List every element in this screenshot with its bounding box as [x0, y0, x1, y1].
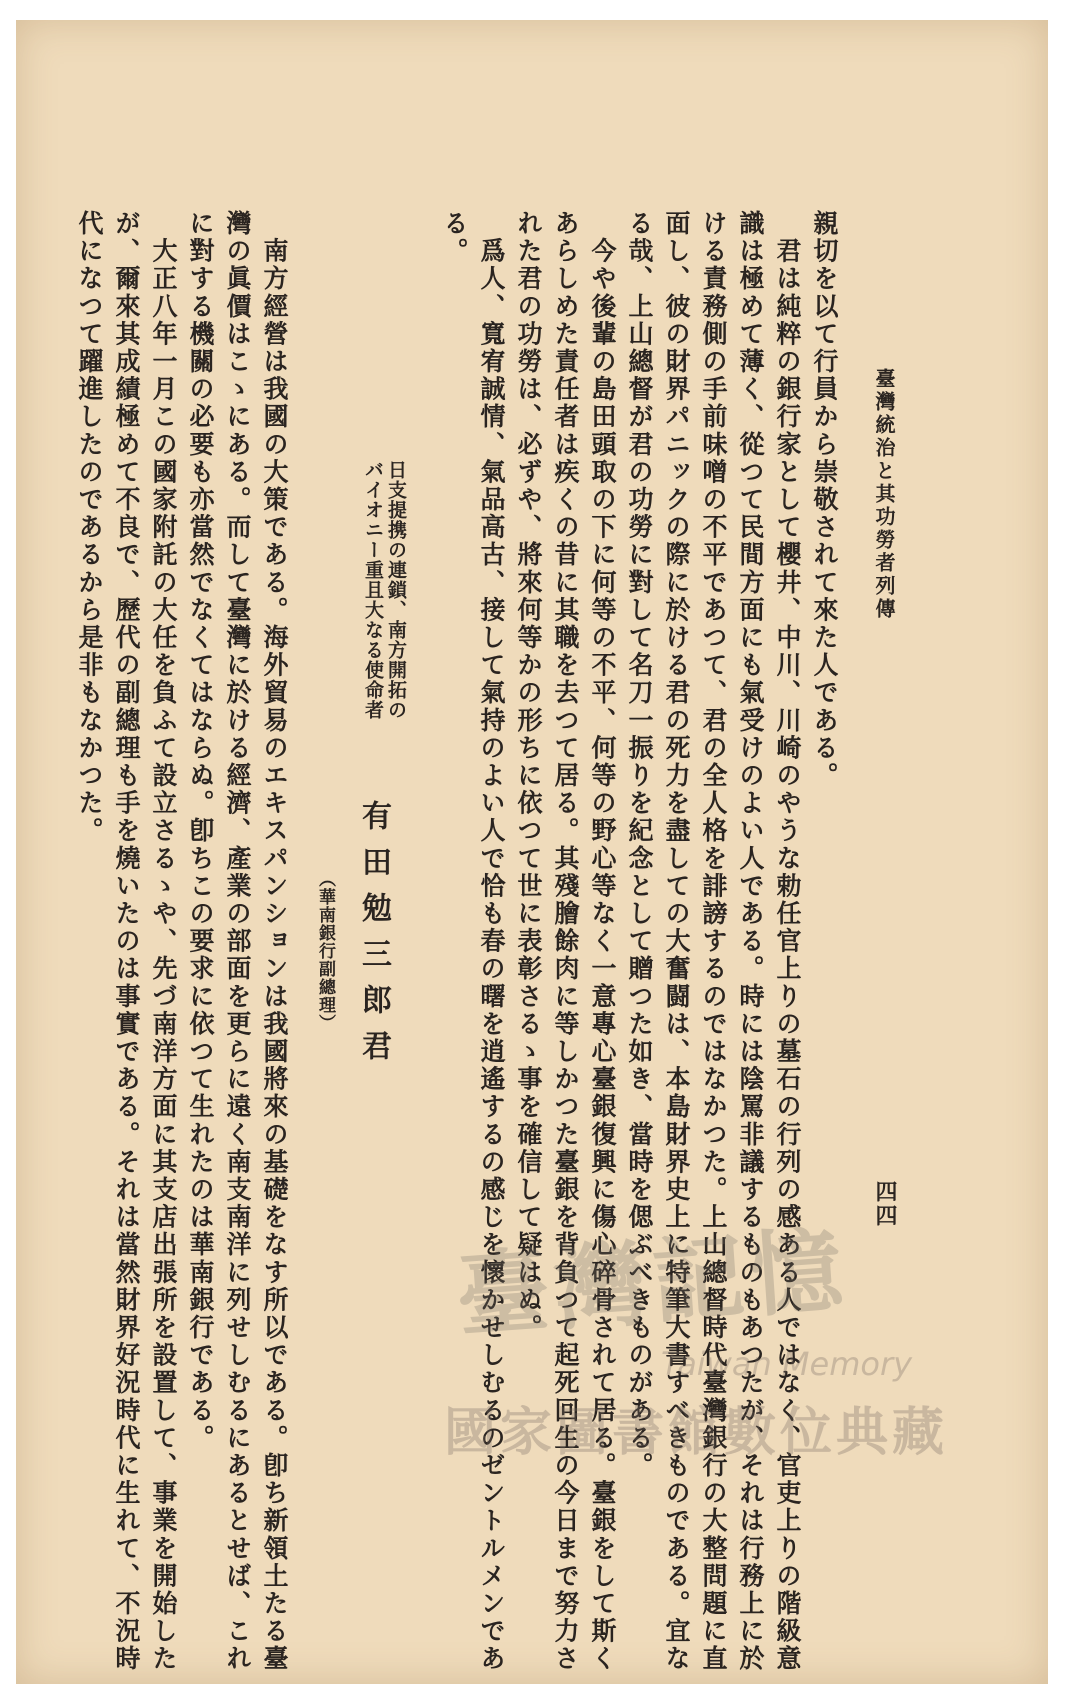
body-column: 大正八年一月この國家附託の大任を負ふて設立さるゝや、先づ南洋方面に其支店出張所を設置して、事業を開始した [149, 210, 178, 1673]
section-tagline: 日支提携の連鎖、南方開拓の [385, 460, 407, 720]
body-column: 今や後輩の島田頭取の下に何等の不平、何等の野心等なく一意專心臺銀復興に傷心碎骨されて居る。臺銀をして斯く [588, 210, 617, 1673]
body-column: ける責務側の手前味噌の不平であつて、君の全人格を誹謗するのではなかつた。上山總督時代臺灣銀行の大整問題に直 [699, 210, 728, 1673]
page-number: 四四 [872, 1180, 898, 1228]
body-column: 面し、彼の財界パニックの際に於ける君の死力を盡しての大奮闘は、本島財界史上に特筆大書すべきものである。宜な [662, 210, 691, 1673]
body-column: 君は純粹の銀行家として櫻井、中川、川崎のやうな勅任官上りの墓石の行列の感ある人ではなく、官吏上りの階級意 [773, 210, 802, 1673]
document-page [16, 20, 1048, 1684]
body-column: 代になつて躍進したのであるから是非もなかつた。 [75, 210, 104, 845]
body-column: 親切を以て行員から崇敬されて來た人である。 [810, 210, 839, 790]
watermark-subtext: Taiwan Memory [661, 1345, 913, 1383]
watermark-logo: 臺灣記憶 [453, 1215, 852, 1351]
body-column: に對する機關の必要も亦當然でなくてはならぬ。卽ちこの要求に依つて生れたのは華南銀行である。 [186, 210, 215, 1452]
section-tagline: バイオニー重且大なる使命者 [362, 460, 384, 720]
body-column: る哉、上山總督が君の功勞に對して名刀一振りを紀念として贈つた如き、當時を偲ぶべきものがある。 [625, 210, 654, 1480]
watermark-caption: 國家圖書館數位典藏 [444, 1403, 949, 1463]
body-column: 南方經營は我國の大策である。海外貿易のエキスパンションは我國將來の基礎をなす所以である。卽ち新領土たる臺 [260, 210, 289, 1673]
body-column: る。 [440, 210, 469, 266]
body-column: 爲人、寬宥誠情、氣品高古、接して氣持のよい人で恰も春の曙を逍遙するの感じを懷かせしむるのゼントルメンであ [477, 210, 506, 1673]
person-role: （華南銀行副總理） [315, 870, 335, 1032]
body-column: あらしめた責任者は疾くの昔に其職を去つて居る。其殘膾餘肉に等しかつた臺銀を背負つて起死回生の今日まで努力さ [551, 210, 580, 1673]
body-column: 灣の眞價はこゝにある。而して臺灣に於ける經濟、產業の部面を更らに遠く南支南洋に列せしむるにあるとせば、これ [223, 210, 252, 1673]
person-name: 有田勉三郎君 [356, 800, 391, 1076]
body-column: が、爾來其成績極めて不良で、歷代の副總理も手を燒いたのは事實である。それは當然財界好況時代に生れて、不況時 [112, 210, 141, 1673]
running-header-title: 臺灣統治と其功勞者列傳 [872, 368, 896, 621]
body-column: れた君の功勞は、必ずや、將來何等かの形ちに依つて世に表彰さるゝ事を確信して疑はぬ。 [514, 210, 543, 1342]
body-column: 識は極めて薄く、從つて民間方面にも氣受けのよい人である。時には陰罵非議するものもあつたが、それは行務上に於 [736, 210, 765, 1673]
